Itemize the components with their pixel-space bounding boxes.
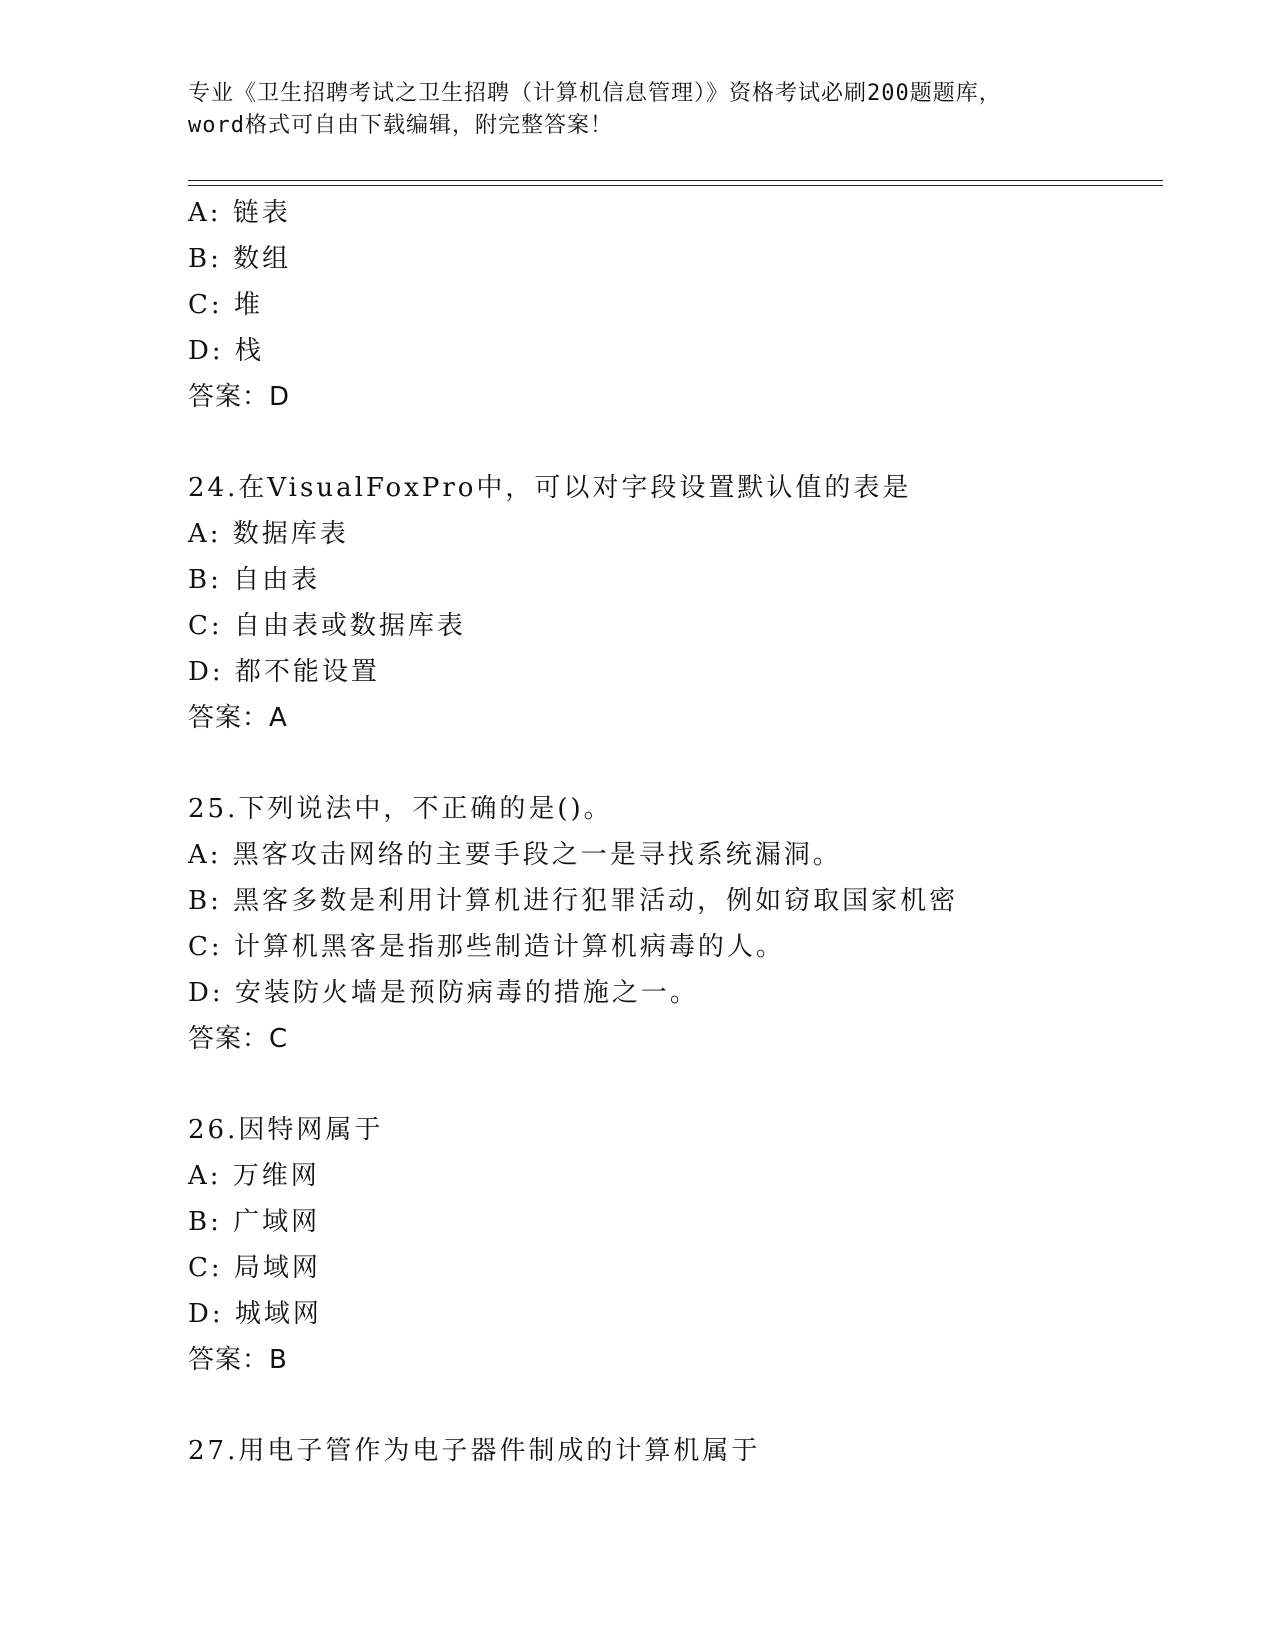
option-d: D: 都不能设置 <box>188 657 380 687</box>
header-title-line-2: word格式可自由下载编辑，附完整答案！ <box>188 113 613 138</box>
option-d: D: 城域网 <box>188 1299 322 1329</box>
question-list <box>188 190 1163 1474</box>
option-b: B: 数组 <box>188 244 292 274</box>
question-block-27 <box>188 1428 1163 1474</box>
option-c: C: 自由表或数据库表 <box>188 611 466 641</box>
option-d: D: 安装防火墙是预防病毒的措施之一。 <box>188 978 699 1008</box>
answer-text: 答案：B <box>188 1345 288 1375</box>
option-a: A: 万维网 <box>188 1161 320 1191</box>
header-divider-bottom <box>188 185 1163 186</box>
document-header <box>188 78 1088 142</box>
question-block-partial <box>188 190 1163 420</box>
question-block-25 <box>188 786 1163 1062</box>
header-divider-top <box>188 180 1163 181</box>
question-block-24 <box>188 465 1163 741</box>
option-c: C: 计算机黑客是指那些制造计算机病毒的人。 <box>188 932 785 962</box>
question-text: 26.因特网属于 <box>188 1115 384 1145</box>
option-a: A: 数据库表 <box>188 519 349 549</box>
question-text: 25.下列说法中，不正确的是()。 <box>188 794 613 824</box>
option-c: C: 局域网 <box>188 1253 321 1283</box>
question-text: 24.在VisualFoxPro中，可以对字段设置默认值的表是 <box>188 473 912 503</box>
option-d: D: 栈 <box>188 336 264 366</box>
option-a: A: 链表 <box>188 198 291 228</box>
answer-text: 答案：A <box>188 703 288 733</box>
spacer <box>188 1062 1163 1107</box>
option-b: B: 自由表 <box>188 565 321 595</box>
answer-text: 答案：C <box>188 1024 289 1054</box>
question-block-26 <box>188 1107 1163 1383</box>
spacer <box>188 420 1163 465</box>
answer-text: 答案：D <box>188 382 291 412</box>
spacer <box>188 1383 1163 1428</box>
option-b: B: 黑客多数是利用计算机进行犯罪活动，例如窃取国家机密 <box>188 886 959 916</box>
option-a: A: 黑客攻击网络的主要手段之一是寻找系统漏洞。 <box>188 840 842 870</box>
question-text: 27.用电子管作为电子器件制成的计算机属于 <box>188 1436 761 1466</box>
option-b: B: 广域网 <box>188 1207 321 1237</box>
option-c: C: 堆 <box>188 290 263 320</box>
spacer <box>188 741 1163 786</box>
header-title-line-1: 专业《卫生招聘考试之卫生招聘（计算机信息管理）》资格考试必刷200题题库， <box>188 81 1002 106</box>
